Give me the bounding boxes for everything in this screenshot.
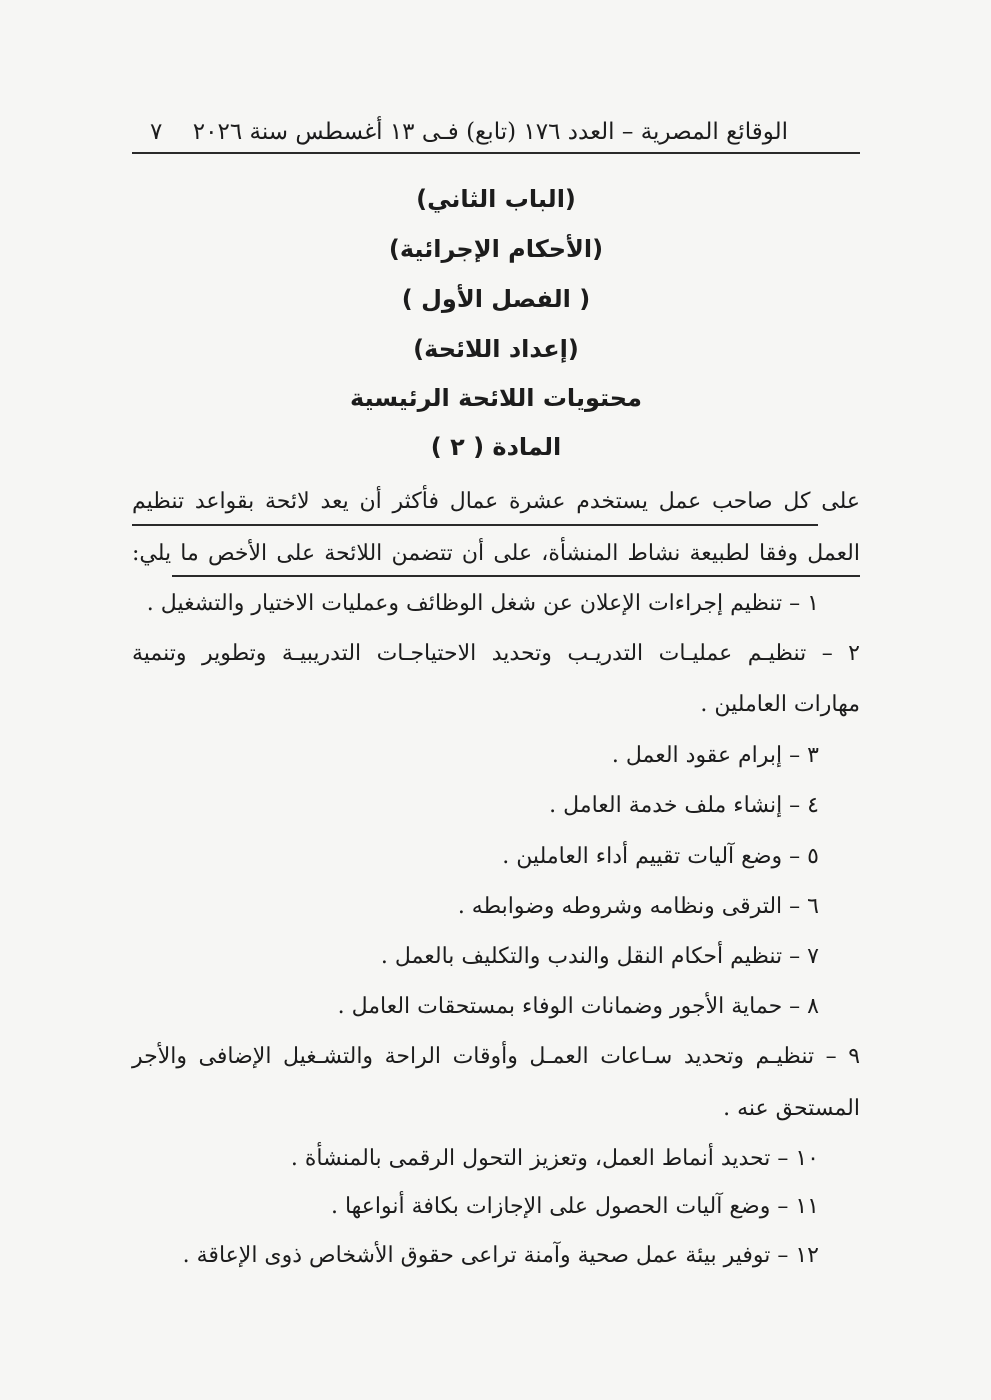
intro-underline-1 [132,524,818,526]
page-number: ٧ [150,119,163,145]
item-number: ٦ [807,894,819,919]
item-text: – الترقى ونظامه وشروطه وضوابطه . [457,894,801,919]
item-text: – تنظيم إجراءات الإعلان عن شغل الوظائف وعمليات الاختيار والتشغيل . [146,591,801,616]
item-text: – وضع آليات الحصول على الإجازات بكافة أنواعها . [330,1194,789,1219]
item-number: ٤ [807,793,819,818]
intro-line-2: العمل وفقا لطبيعة نشاط المنشأة، على أن تتضمن اللائحة على الأخص ما يلي: [132,541,860,566]
list-item [331,1196,819,1218]
item-number: ٨ [807,994,819,1019]
preparation-heading: (إعداد اللائحة) [413,335,579,363]
item-number: ٢ [848,641,860,666]
intro-line-1: على كل صاحب عمل يستخدم عشرة عمال فأكثر أن يعد لائحة بقواعد تنظيم [132,489,860,514]
list-item [338,996,819,1018]
list-item [291,1148,819,1170]
item-number: ١ [807,591,819,616]
item-continuation: مهارات العاملين . [700,692,860,717]
list-item [612,745,819,767]
item-text: – توفير بيئة عمل صحية وآمنة تراعى حقوق الأشخاص ذوى الإعاقة . [182,1243,789,1268]
list-item [147,593,819,615]
item-number: ٥ [807,844,819,869]
item-text: – حماية الأجور وضمانات الوفاء بمستحقات العامل . [337,994,801,1019]
article-heading: المادة ( ٢ ) [430,433,562,461]
item-number: ١٢ [795,1243,819,1268]
item-text: – تنظيـم وتحديد سـاعات العمـل وأوقات الراحة والتشـغيل الإضافى والأجر [132,1044,837,1069]
chapter-heading: ( الفصل الأول ) [401,285,591,313]
list-item [183,1245,819,1267]
item-text: – تنظيم أحكام النقل والندب والتكليف بالعمل . [380,944,801,969]
list-item [549,795,819,817]
running-header [132,112,860,154]
list-item [132,1046,860,1068]
item-text: – إبرام عقود العمل . [611,743,801,768]
item-text: – تنظيـم عمليـات التدريـب وتحديد الاحتياجـات التدريبيـة وتطوير وتنمية [132,641,833,666]
intro-underline-2 [172,575,860,577]
item-number: ١١ [795,1194,819,1219]
item-number: ٩ [848,1044,861,1069]
item-number: ١٠ [795,1146,819,1171]
list-item [502,846,819,868]
item-continuation: المستحق عنه . [723,1096,860,1121]
gazette-issue-line: الوقائع المصرية – العدد ١٧٦ (تابع) فـى ١٣ أغسطس سنة ٢٠٢٦ [192,119,788,145]
list-item [458,896,819,918]
item-text: – تحديد أنماط العمل، وتعزيز التحول الرقمى بالمنشأة . [290,1146,789,1171]
list-item [132,643,860,665]
contents-heading: محتويات اللائحة الرئيسية [350,384,642,412]
part-heading: (الباب الثاني) [416,185,576,213]
item-text: – وضع آليات تقييم أداء العاملين . [502,844,801,869]
item-number: ٣ [807,743,819,768]
list-item [381,946,819,968]
provisions-heading: (الأحكام الإجرائية) [388,235,604,263]
item-number: ٧ [807,944,819,969]
item-text: – إنشاء ملف خدمة العامل . [549,793,801,818]
